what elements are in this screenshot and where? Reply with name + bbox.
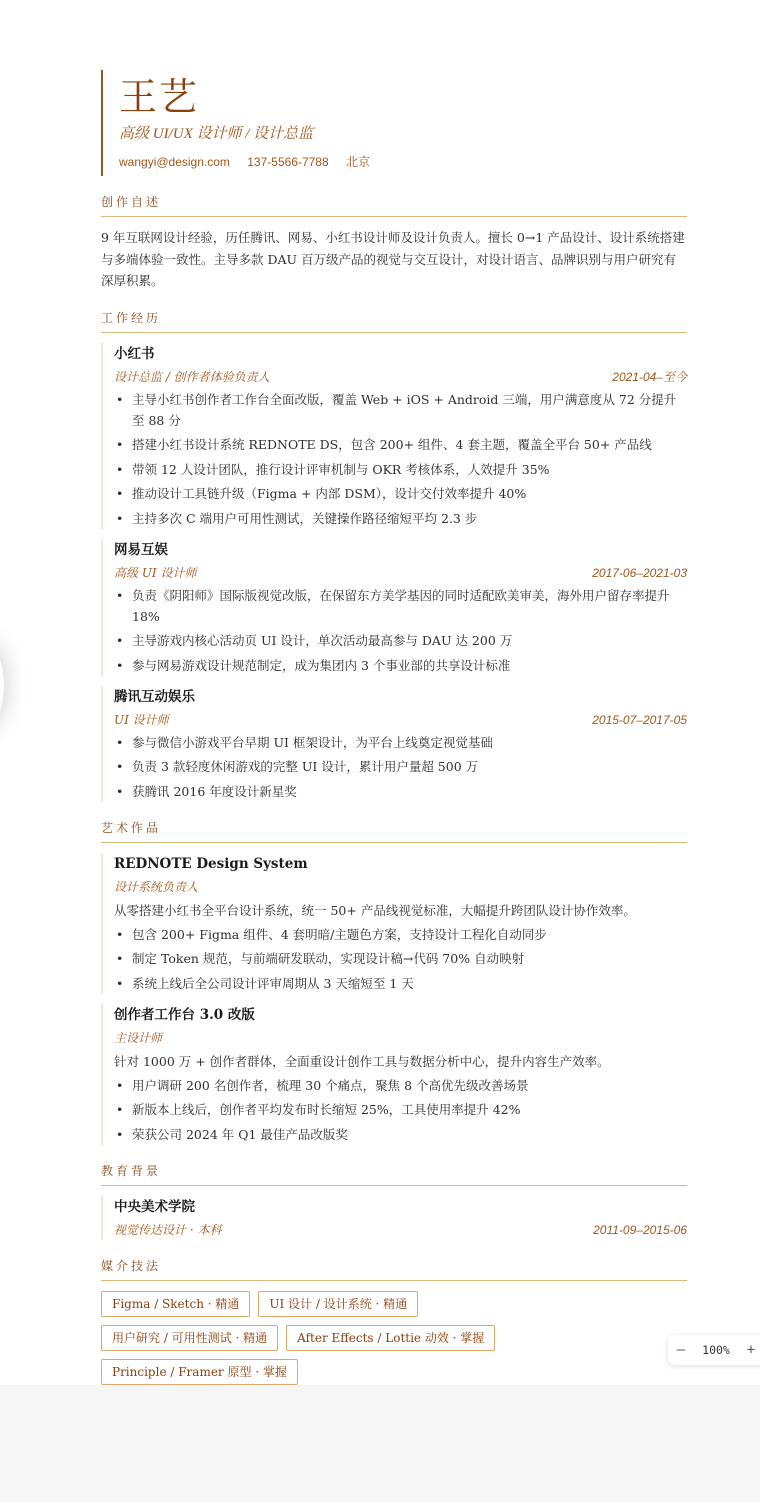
project-meta [114, 1028, 687, 1048]
section-heading-experience: 工作经历 [101, 310, 687, 333]
summary-text: 9 年互联网设计经验，历任腾讯、网易、小红书设计师及设计负责人。擅长 0→1 产品设计、设计系统搭建与多端体验一致性。主导多款 DAU 百万级产品的视觉与交互设计，对设计语言、品牌识别与用户研究有深厚积累。 [101, 230, 685, 288]
job-bullet: • 带领 12 人设计团队，推行设计评审机制与 OKR 考核体系，人效提升 35% [114, 459, 687, 480]
zoom-in-button[interactable]: + [746, 1342, 756, 1358]
job-meta [114, 710, 687, 730]
job-bullet: • 获腾讯 2016 年度设计新星奖 [114, 781, 687, 802]
side-handle[interactable] [0, 640, 4, 730]
job-bullet: • 推动设计工具链升级（Figma + 内部 DSM），设计交付效率提升 40% [114, 483, 687, 504]
degree: 视觉传达设计 · 本科 [114, 1222, 222, 1237]
job-entry [101, 539, 687, 676]
job-role: 高级 UI 设计师 [114, 565, 197, 580]
candidate-title: 高级 UI/UX 设计师 / 设计总监 [119, 126, 314, 142]
education-date: 2011-09–2015-06 [593, 1222, 687, 1237]
job-role: 设计总监 / 创作者体验负责人 [114, 369, 270, 384]
job-entry [101, 343, 687, 529]
project-role: 设计系统负责人 [114, 879, 199, 894]
project-bullet: • 新版本上线后，创作者平均发布时长缩短 25%，工具使用率提升 42% [114, 1099, 687, 1120]
zoom-level: 100% [702, 1343, 730, 1357]
job-meta [114, 563, 687, 583]
zoom-out-button[interactable]: — [676, 1342, 686, 1358]
section-heading-works: 艺术作品 [101, 820, 687, 843]
job-date: 2017-06–2021-03 [592, 565, 687, 580]
job-role: UI 设计师 [114, 712, 169, 727]
job-bullets [114, 389, 687, 529]
education-entry [101, 1196, 687, 1240]
project-bullet: • 荣获公司 2024 年 Q1 最佳产品改版奖 [114, 1124, 687, 1145]
project-bullet: • 包含 200+ Figma 组件、4 套明暗/主题色方案，支持设计工程化自动同步 [114, 924, 687, 945]
job-date: 2015-07–2017-05 [592, 712, 687, 727]
project-description: 从零搭建小红书全平台设计系统，统一 50+ 产品线视觉标准，大幅提升跨团队设计协作效率。 [114, 902, 636, 918]
job-meta [114, 367, 687, 387]
job-bullet: • 参与网易游戏设计规范制定，成为集团内 3 个事业部的共享设计标准 [114, 655, 687, 676]
section-heading-summary: 创作自述 [101, 194, 687, 217]
skill-tag: After Effects / Lottie 动效 · 掌握 [286, 1325, 495, 1351]
school-name: 中央美术学院 [114, 1198, 195, 1215]
job-company: 网易互娱 [114, 541, 168, 558]
contact-email[interactable]: wangyi@design.com [119, 155, 230, 169]
education-meta [114, 1220, 687, 1240]
job-bullet: • 主导游戏内核心活动页 UI 设计，单次活动最高参与 DAU 达 200 万 [114, 630, 687, 651]
project-role: 主设计师 [114, 1030, 163, 1045]
resume-content [101, 70, 687, 1385]
job-bullet: • 主导小红书创作者工作台全面改版，覆盖 Web + iOS + Android 三端，用户满意度从 72 分提升至 88 分 [114, 389, 687, 431]
section-heading-skills: 媒介技法 [101, 1258, 687, 1281]
project-description: 针对 1000 万 + 创作者群体，全面重设计创作工具与数据分析中心，提升内容生产效率。 [114, 1053, 610, 1069]
job-bullet: • 负责《阴阳师》国际版视觉改版，在保留东方美学基因的同时适配欧美审美，海外用户留存率提升 18% [114, 585, 687, 627]
contact-phone: 137-5566-7788 [247, 155, 329, 169]
skill-tags [101, 1291, 601, 1385]
skill-tag: Principle / Framer 原型 · 掌握 [101, 1359, 298, 1385]
project-bullet: • 用户调研 200 名创作者，梳理 30 个痛点，聚焦 8 个高优先级改善场景 [114, 1075, 687, 1096]
skill-tag: UI 设计 / 设计系统 · 精通 [258, 1291, 418, 1317]
job-bullets [114, 732, 687, 802]
job-date: 2021-04–至今 [612, 369, 687, 384]
job-bullet: • 参与微信小游戏平台早期 UI 框架设计，为平台上线奠定视觉基础 [114, 732, 687, 753]
contact-line [119, 154, 687, 170]
project-bullets [114, 924, 687, 994]
project-entry [101, 1004, 687, 1145]
section-heading-education: 教育背景 [101, 1163, 687, 1186]
project-name: 创作者工作台 3.0 改版 [114, 1006, 255, 1023]
job-entry [101, 686, 687, 802]
project-bullets [114, 1075, 687, 1145]
project-meta [114, 877, 687, 897]
job-bullet: • 负责 3 款轻度休闲游戏的完整 UI 设计，累计用户量超 500 万 [114, 756, 687, 777]
project-bullet: • 制定 Token 规范，与前端研发联动，实现设计稿→代码 70% 自动映射 [114, 948, 687, 969]
candidate-name: 王艺 [119, 75, 200, 119]
project-name: REDNOTE Design System [114, 855, 308, 872]
job-bullets [114, 585, 687, 676]
skill-tag: Figma / Sketch · 精通 [101, 1291, 250, 1317]
project-bullet: • 系统上线后全公司设计评审周期从 3 天缩短至 1 天 [114, 973, 687, 994]
contact-location: 北京 [346, 155, 371, 169]
job-bullet: • 主持多次 C 端用户可用性测试，关键操作路径缩短平均 2.3 步 [114, 508, 687, 529]
resume-header [101, 70, 687, 176]
project-entry [101, 853, 687, 994]
zoom-control [668, 1335, 760, 1365]
job-company: 小红书 [114, 345, 155, 362]
skill-tag: 用户研究 / 可用性测试 · 精通 [101, 1325, 278, 1351]
job-company: 腾讯互动娱乐 [114, 688, 195, 705]
job-bullet: • 搭建小红书设计系统 REDNOTE DS，包含 200+ 组件、4 套主题，覆盖全平台 50+ 产品线 [114, 434, 687, 455]
